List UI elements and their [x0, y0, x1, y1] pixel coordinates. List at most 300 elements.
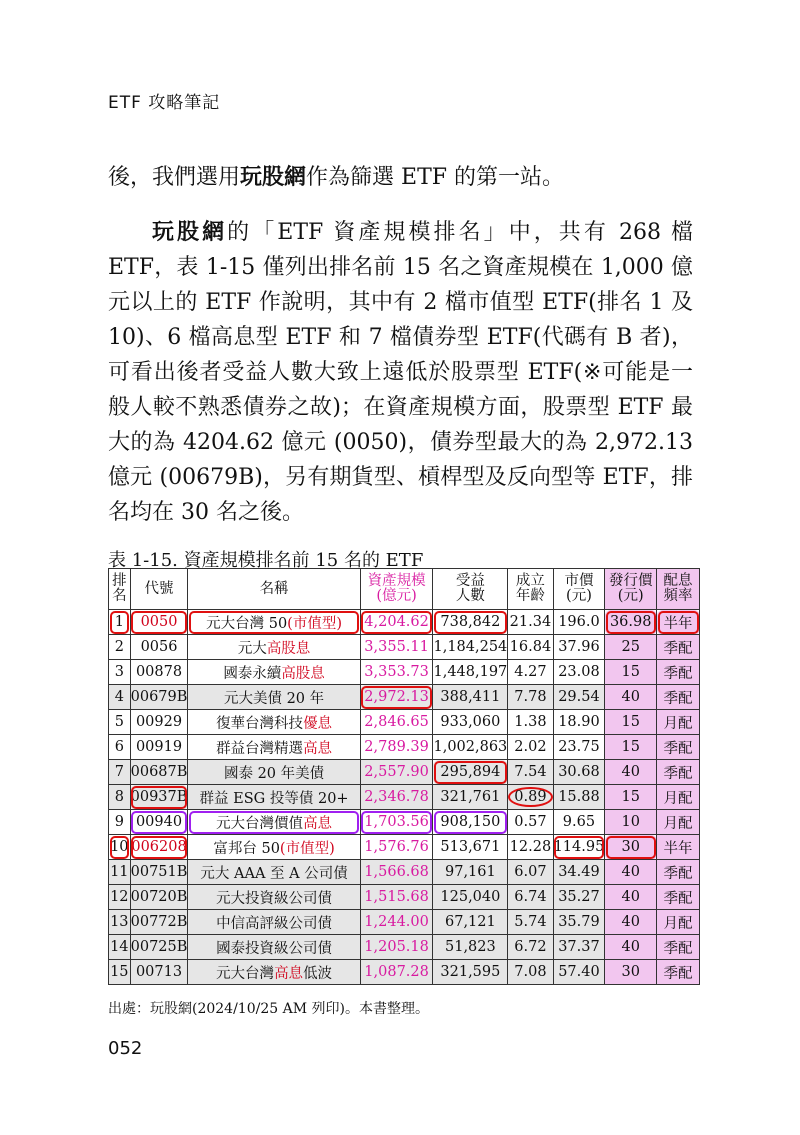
age-value: 1.38 — [514, 714, 547, 730]
rank-value: 6 — [114, 739, 124, 755]
table-row — [109, 810, 700, 835]
aum-value: 3,353.73 — [364, 664, 429, 680]
cell-age — [508, 685, 553, 710]
cell-aum — [360, 935, 433, 960]
holders-value: 388,411 — [440, 689, 501, 705]
cell-freq — [657, 910, 700, 935]
cell-code — [130, 885, 188, 910]
price-value: 114.95 — [553, 839, 605, 855]
code-value: 00687B — [130, 764, 188, 780]
rank-value: 2 — [114, 639, 124, 655]
cell-code — [130, 710, 188, 735]
holders-value: 513,671 — [440, 839, 501, 855]
dividend-frequency: 月配 — [663, 815, 693, 832]
cell-age — [508, 860, 553, 885]
cell-freq — [657, 710, 700, 735]
cell-age — [508, 735, 553, 760]
cell-price — [553, 685, 605, 710]
cell-code — [130, 960, 188, 985]
dividend-frequency: 月配 — [663, 915, 693, 932]
cell-holders — [433, 810, 508, 835]
aum-value: 1,205.18 — [364, 939, 429, 955]
cell-issue — [605, 885, 657, 910]
cell-freq — [657, 685, 700, 710]
etf-name: 中信高評級公司債 — [216, 915, 333, 932]
etf-name: 國泰 20 年美債 — [223, 765, 325, 782]
header-issue-l1: 發行價 — [608, 573, 653, 589]
header-freq — [657, 569, 700, 610]
cell-aum — [360, 735, 433, 760]
cell-rank — [109, 635, 131, 660]
cell-holders — [433, 935, 508, 960]
cell-price — [553, 810, 605, 835]
cell-aum — [360, 660, 433, 685]
header-aum — [360, 569, 433, 610]
dividend-frequency: 季配 — [663, 965, 693, 982]
paragraph-1 — [108, 160, 693, 195]
cell-issue — [605, 685, 657, 710]
cell-holders — [433, 710, 508, 735]
code-value: 00772B — [130, 914, 188, 930]
code-value: 00929 — [135, 714, 183, 730]
code-value: 00937B — [130, 789, 188, 805]
running-header: ETF 攻略筆記 — [108, 93, 221, 113]
cell-code — [130, 760, 188, 785]
aum-value: 4,204.62 — [364, 614, 429, 630]
issue-price-value: 15 — [621, 789, 640, 805]
cell-code — [130, 685, 188, 710]
cell-name — [188, 710, 360, 735]
cell-name — [188, 835, 360, 860]
price-value: 18.90 — [558, 714, 600, 730]
cell-issue — [605, 760, 657, 785]
etf-name: 元大投資級公司債 — [216, 890, 333, 907]
rank-value: 11 — [110, 864, 129, 880]
issue-price-value: 40 — [621, 914, 640, 930]
dividend-frequency: 季配 — [663, 640, 693, 657]
cell-aum — [360, 960, 433, 985]
cell-code — [130, 935, 188, 960]
cell-code — [130, 635, 188, 660]
aum-value: 3,355.11 — [364, 639, 429, 655]
cell-aum — [360, 635, 433, 660]
cell-name — [188, 735, 360, 760]
dividend-frequency: 半年 — [663, 615, 693, 632]
issue-price-value: 40 — [621, 864, 640, 880]
cell-rank — [109, 610, 131, 635]
code-value: 00940 — [135, 814, 183, 830]
cell-rank — [109, 935, 131, 960]
cell-rank — [109, 710, 131, 735]
cell-holders — [433, 685, 508, 710]
table-row — [109, 785, 700, 810]
cell-rank — [109, 910, 131, 935]
aum-value: 1,576.76 — [364, 839, 429, 855]
cell-name — [188, 935, 360, 960]
cell-name — [188, 660, 360, 685]
cell-price — [553, 835, 605, 860]
header-age — [508, 569, 553, 610]
cell-code — [130, 735, 188, 760]
header-name: 名稱 — [188, 569, 360, 610]
age-value: 12.28 — [509, 839, 552, 855]
aum-value: 2,846.65 — [364, 714, 429, 730]
cell-price — [553, 735, 605, 760]
cell-code — [130, 910, 188, 935]
holders-value: 1,448,197 — [433, 664, 508, 680]
cell-rank — [109, 835, 131, 860]
table-row — [109, 935, 700, 960]
age-value: 6.74 — [514, 889, 547, 905]
cell-issue — [605, 710, 657, 735]
rank-value: 14 — [110, 939, 129, 955]
cell-holders — [433, 760, 508, 785]
cell-name — [188, 760, 360, 785]
age-value: 6.07 — [514, 864, 547, 880]
cell-issue — [605, 660, 657, 685]
table-row — [109, 635, 700, 660]
etf-name: 群益台灣精選 — [216, 740, 304, 757]
dividend-frequency: 月配 — [663, 790, 693, 807]
cell-holders — [433, 885, 508, 910]
holders-value: 51,823 — [445, 939, 496, 955]
issue-price-value: 40 — [621, 689, 640, 705]
aum-value: 1,515.68 — [364, 889, 429, 905]
aum-value: 2,557.90 — [364, 764, 429, 780]
table-body — [109, 610, 700, 985]
cell-price — [553, 910, 605, 935]
table-caption: 表 1-15. 資產規模排名前 15 名的 ETF — [108, 550, 424, 571]
etf-name: 群益 ESG 投等債 20+ — [199, 790, 349, 807]
cell-rank — [109, 885, 131, 910]
table-row — [109, 835, 700, 860]
cell-code — [130, 860, 188, 885]
cell-aum — [360, 710, 433, 735]
etf-type-tag: 高息 — [303, 815, 333, 832]
cell-issue — [605, 735, 657, 760]
cell-freq — [657, 935, 700, 960]
cell-holders — [433, 960, 508, 985]
header-age-l2: 年齡 — [515, 588, 545, 604]
issue-price-value: 30 — [621, 839, 640, 855]
aum-value: 1,087.28 — [364, 964, 429, 980]
cell-rank — [109, 860, 131, 885]
cell-age — [508, 785, 553, 810]
cell-aum — [360, 785, 433, 810]
cell-holders — [433, 610, 508, 635]
etf-type-tag: (市值型) — [279, 840, 335, 857]
issue-price-value: 10 — [621, 814, 640, 830]
cell-aum — [360, 610, 433, 635]
cell-freq — [657, 660, 700, 685]
header-rank: 排名 — [109, 569, 131, 610]
cell-rank — [109, 785, 131, 810]
age-value: 7.54 — [514, 764, 547, 780]
etf-ranking-table — [108, 568, 700, 985]
header-price — [553, 569, 605, 610]
para1-text-c: 作為篩選 ETF 的第一站。 — [306, 165, 565, 190]
dividend-frequency: 季配 — [663, 765, 693, 782]
age-value: 7.78 — [514, 689, 547, 705]
rank-value: 8 — [114, 789, 124, 805]
cell-name — [188, 885, 360, 910]
cell-code — [130, 785, 188, 810]
cell-name — [188, 685, 360, 710]
aum-value: 1,566.68 — [364, 864, 429, 880]
table-row — [109, 960, 700, 985]
cell-price — [553, 660, 605, 685]
age-value: 2.02 — [514, 739, 547, 755]
code-value: 0056 — [140, 639, 178, 655]
cell-age — [508, 935, 553, 960]
table-row — [109, 710, 700, 735]
cell-aum — [360, 760, 433, 785]
etf-type-tag: 高息 — [274, 965, 304, 982]
cell-name — [188, 610, 360, 635]
cell-age — [508, 635, 553, 660]
header-issue-l2: (元) — [617, 588, 644, 604]
holders-value: 1,184,254 — [433, 639, 508, 655]
header-age-l1: 成立 — [515, 573, 545, 589]
dividend-frequency: 季配 — [663, 940, 693, 957]
cell-rank — [109, 760, 131, 785]
table-row — [109, 885, 700, 910]
age-value: 0.57 — [514, 814, 547, 830]
age-value: 4.27 — [514, 664, 547, 680]
cell-age — [508, 810, 553, 835]
rank-value: 4 — [114, 689, 124, 705]
cell-freq — [657, 610, 700, 635]
cell-aum — [360, 885, 433, 910]
etf-name: 元大台灣價值 — [216, 815, 304, 832]
etf-name: 元大美債 20 年 — [223, 690, 325, 707]
etf-name: 元大 — [237, 640, 267, 657]
age-value: 6.72 — [514, 939, 547, 955]
cell-issue — [605, 785, 657, 810]
cell-code — [130, 610, 188, 635]
etf-name: 國泰永續 — [223, 665, 282, 682]
cell-age — [508, 610, 553, 635]
header-price-l1: 市價 — [564, 573, 594, 589]
table-row — [109, 735, 700, 760]
paragraph-2 — [108, 215, 693, 530]
table-row — [109, 610, 700, 635]
cell-freq — [657, 785, 700, 810]
dividend-frequency: 月配 — [663, 715, 693, 732]
cell-issue — [605, 935, 657, 960]
age-value: 16.84 — [509, 639, 552, 655]
rank-value: 13 — [110, 914, 129, 930]
holders-value: 1,002,863 — [433, 739, 508, 755]
etf-name: 元大 AAA 至 A 公司債 — [200, 865, 348, 882]
code-value: 00751B — [130, 864, 188, 880]
cell-age — [508, 760, 553, 785]
cell-name — [188, 960, 360, 985]
dividend-frequency: 季配 — [663, 690, 693, 707]
aum-value: 1,244.00 — [364, 914, 429, 930]
rank-value: 10 — [110, 839, 129, 855]
rank-value: 5 — [114, 714, 124, 730]
cell-age — [508, 710, 553, 735]
age-value: 5.74 — [514, 914, 547, 930]
table-header-row — [109, 569, 700, 610]
cell-freq — [657, 635, 700, 660]
etf-name: 復華台灣科技 — [216, 715, 304, 732]
cell-aum — [360, 685, 433, 710]
cell-rank — [109, 960, 131, 985]
etf-name: 元大台灣 — [216, 965, 275, 982]
rank-value: 7 — [114, 764, 124, 780]
cell-holders — [433, 835, 508, 860]
body-text — [108, 160, 693, 550]
cell-holders — [433, 860, 508, 885]
aum-value: 2,972.13 — [364, 689, 429, 705]
age-value: 7.08 — [514, 964, 547, 980]
cell-price — [553, 760, 605, 785]
cell-age — [508, 835, 553, 860]
etf-type-tag: 高股息 — [281, 665, 325, 682]
code-value: 00679B — [130, 689, 188, 705]
cell-issue — [605, 910, 657, 935]
code-value: 00720B — [130, 889, 188, 905]
header-price-l2: (元) — [566, 588, 592, 604]
cell-aum — [360, 835, 433, 860]
dividend-frequency: 季配 — [663, 740, 693, 757]
header-freq-l2: 頻率 — [663, 588, 693, 604]
table-row — [109, 860, 700, 885]
cell-holders — [433, 660, 508, 685]
rank-value: 15 — [110, 964, 129, 980]
cell-aum — [360, 860, 433, 885]
cell-name — [188, 810, 360, 835]
holders-value: 125,040 — [440, 889, 501, 905]
cell-holders — [433, 635, 508, 660]
cell-price — [553, 860, 605, 885]
rank-value: 9 — [114, 814, 124, 830]
cell-code — [130, 660, 188, 685]
para2-text: 的「ETF 資產規模排名」中，共有 268 檔 ETF，表 1-15 僅列出排名前 15 名之資產規模在 1,000 億元以上的 ETF 作說明，其中有 2 檔市值型 ETF(排名 1 及 10)、6 檔高息型 ETF 和 7 檔債券型 ETF(代碼有 B 者)，可看出後者受益人數大致上遠低於股票型 ETF(※可能是一般人較不熟悉債券之故)；在資產規模方面，股票型 ETF 最大的為 4204.62 億元 (0050)，債券型最大的為 2,972.13 億元 (00679B)，另有期貨型、槓桿型及反向型等 ETF，排名均在 30 名之後。 — [108, 220, 693, 525]
price-value: 15.88 — [558, 789, 600, 805]
code-value: 0050 — [140, 614, 178, 630]
cell-issue — [605, 635, 657, 660]
etf-name-suffix: 低波 — [303, 965, 333, 982]
table-row — [109, 910, 700, 935]
cell-aum — [360, 810, 433, 835]
etf-name: 元大台灣 50 — [206, 615, 288, 632]
holders-value: 295,894 — [440, 764, 501, 780]
cell-rank — [109, 810, 131, 835]
code-value: 00725B — [130, 939, 188, 955]
cell-freq — [657, 860, 700, 885]
cell-name — [188, 910, 360, 935]
dividend-frequency: 季配 — [663, 865, 693, 882]
price-value: 9.65 — [562, 814, 596, 830]
price-value: 37.37 — [558, 939, 600, 955]
table-row — [109, 660, 700, 685]
price-value: 30.68 — [558, 764, 600, 780]
cell-freq — [657, 760, 700, 785]
cell-freq — [657, 960, 700, 985]
cell-price — [553, 885, 605, 910]
price-value: 196.0 — [558, 614, 600, 630]
holders-value: 908,150 — [440, 814, 501, 830]
cell-freq — [657, 810, 700, 835]
etf-type-tag: 高股息 — [266, 640, 311, 657]
dividend-frequency: 季配 — [663, 890, 693, 907]
source-note: 出處：玩股網(2024/10/25 AM 列印)。本書整理。 — [108, 1001, 429, 1017]
cell-issue — [605, 960, 657, 985]
rank-value: 12 — [110, 889, 129, 905]
cell-price — [553, 960, 605, 985]
cell-name — [188, 860, 360, 885]
etf-type-tag: (市值型) — [287, 615, 342, 632]
cell-age — [508, 885, 553, 910]
cell-freq — [657, 735, 700, 760]
cell-age — [508, 660, 553, 685]
rank-value: 3 — [114, 664, 124, 680]
cell-age — [508, 960, 553, 985]
cell-code — [130, 835, 188, 860]
etf-name: 國泰投資級公司債 — [216, 940, 333, 957]
holders-value: 321,595 — [440, 964, 501, 980]
page-number: 052 — [108, 1038, 143, 1059]
cell-name — [188, 785, 360, 810]
cell-rank — [109, 735, 131, 760]
issue-price-value: 36.98 — [609, 614, 652, 630]
age-value: 21.34 — [509, 614, 552, 630]
cell-holders — [433, 785, 508, 810]
header-aum-unit: (億元) — [376, 588, 417, 604]
code-value: 00919 — [135, 739, 183, 755]
cell-rank — [109, 685, 131, 710]
table-row — [109, 685, 700, 710]
cell-issue — [605, 610, 657, 635]
code-value: 00713 — [135, 964, 183, 980]
cell-name — [188, 635, 360, 660]
aum-value: 2,346.78 — [364, 789, 429, 805]
holders-value: 67,121 — [445, 914, 496, 930]
cell-issue — [605, 835, 657, 860]
issue-price-value: 15 — [621, 714, 640, 730]
cell-holders — [433, 735, 508, 760]
etf-type-tag: 高息 — [303, 740, 333, 757]
header-freq-l1: 配息 — [663, 573, 693, 589]
age-value: 0.89 — [508, 787, 552, 807]
price-value: 37.96 — [558, 639, 600, 655]
price-value: 57.40 — [558, 964, 600, 980]
cell-issue — [605, 810, 657, 835]
para2-site-name: 玩股網 — [152, 219, 228, 245]
cell-code — [130, 810, 188, 835]
table-row — [109, 760, 700, 785]
etf-type-tag: 優息 — [303, 715, 333, 732]
issue-price-value: 40 — [621, 764, 640, 780]
rank-value: 1 — [114, 614, 124, 630]
holders-value: 738,842 — [440, 614, 501, 630]
code-value: 00878 — [135, 664, 183, 680]
header-code: 代號 — [130, 569, 188, 610]
price-value: 23.75 — [558, 739, 600, 755]
price-value: 34.49 — [558, 864, 600, 880]
header-issue — [605, 569, 657, 610]
cell-price — [553, 785, 605, 810]
issue-price-value: 25 — [621, 639, 640, 655]
price-value: 35.79 — [558, 914, 600, 930]
issue-price-value: 30 — [621, 964, 640, 980]
cell-rank — [109, 660, 131, 685]
para1-site-name: 玩股網 — [240, 164, 307, 190]
cell-issue — [605, 860, 657, 885]
